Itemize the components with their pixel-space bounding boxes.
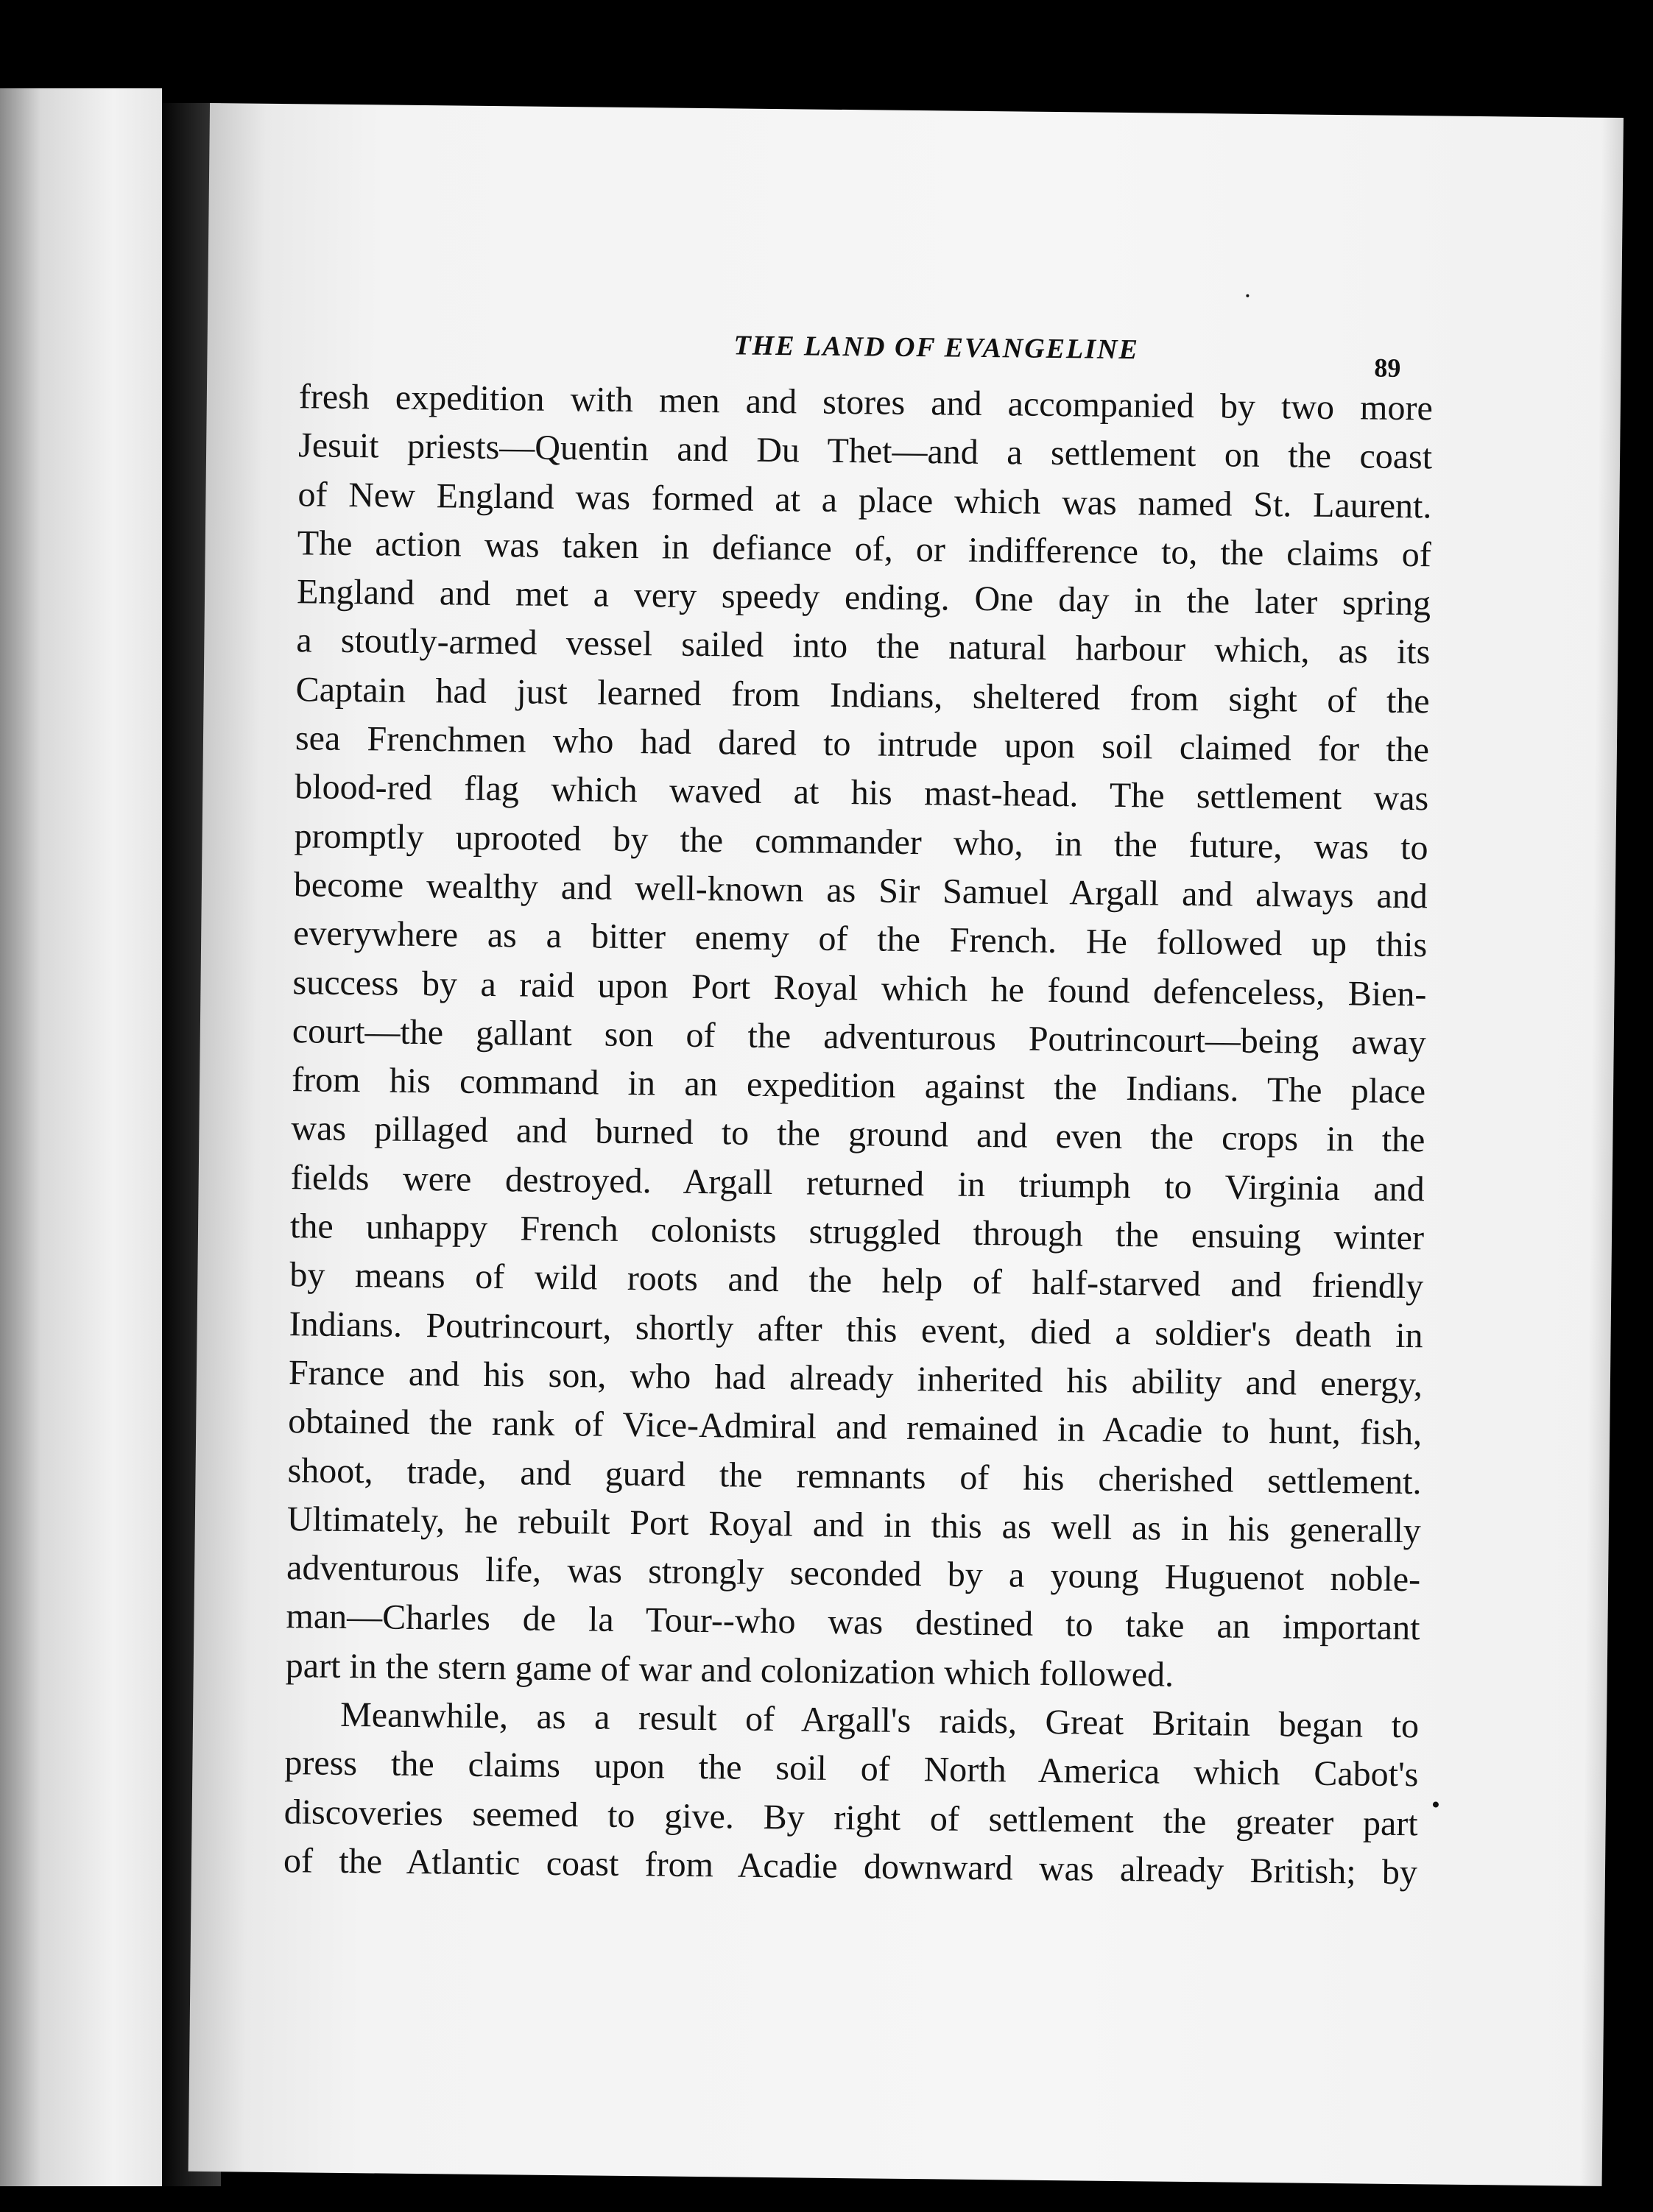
text-line: success by a raid upon Port Royal which he found defenceless, Bien-	[292, 962, 1427, 1014]
text-line: press the claims upon the soil of North America which Cabot's	[284, 1743, 1419, 1795]
text-line: France and his son, who had already inherited his ability and energy,	[288, 1353, 1423, 1404]
text-line: discoveries seemed to give. By right of settlement the greater part	[283, 1792, 1418, 1843]
text-line: become wealthy and well-known as Sir Samuel Argall and always and	[293, 865, 1428, 916]
text-line: of New England was formed at a place which was named St. Laurent.	[297, 474, 1432, 526]
text-line: blood-red flag which waved at his mast-head. The settlement was	[295, 767, 1429, 819]
text-line: was pillaged and burned to the ground and even the crops in the	[291, 1109, 1425, 1160]
text-line: sea Frenchmen who had dared to intrude upon soil claimed for the	[295, 718, 1430, 770]
text-line: fields were destroyed. Argall returned in triumph to Virginia and	[290, 1157, 1425, 1209]
text-line: the unhappy French colonists struggled through the ensuing winter	[289, 1206, 1425, 1258]
text-line: Indians. Poutrincourt, shortly after this event, died a soldier's death in	[289, 1304, 1423, 1355]
page-number: 89	[1374, 353, 1401, 383]
text-line: part in the stern game of war and colonization which followed.	[285, 1645, 1174, 1695]
text-line: from his command in an expedition against the Indians. The place	[291, 1060, 1426, 1112]
text-line: by means of wild roots and the help of half-starved and friendly	[289, 1255, 1424, 1307]
text-line: Meanwhile, as a result of Argall's raids, Great Britain began to	[339, 1695, 1420, 1746]
text-line: court—the gallant son of the adventurous Poutrincourt—being away	[292, 1011, 1427, 1063]
text-line: adventurous life, was strongly seconded by a young Huguenot noble-	[286, 1548, 1421, 1600]
text-line: Captain had just learned from Indians, sheltered from sight of the	[295, 669, 1430, 721]
facing-page-edge	[0, 88, 162, 2186]
running-head: THE LAND OF EVANGELINE	[733, 330, 1140, 366]
text-line: of the Atlantic coast from Acadie downward was already British; by	[283, 1841, 1418, 1893]
book-page	[188, 103, 1624, 2186]
text-line: shoot, trade, and guard the remnants of his cherished settlement.	[287, 1450, 1422, 1502]
text-line: Jesuit priests—Quentin and Du Thet—and a settlement on the coast	[297, 425, 1433, 477]
text-line: England and met a very speedy ending. One day in the later spring	[296, 572, 1431, 623]
text-line: Ultimately, he rebuilt Port Royal and in this as well as in his generally	[286, 1499, 1422, 1551]
scan-speck	[1433, 1801, 1439, 1807]
text-line: promptly uprooted by the commander who, in the future, was to	[294, 816, 1428, 867]
body-text	[283, 372, 1433, 1897]
page-edge-shadow	[1580, 118, 1624, 2186]
text-line: a stoutly-armed vessel sailed into the natural harbour which, as its	[296, 621, 1431, 672]
text-line: obtained the rank of Vice-Admiral and remained in Acadie to hunt, fish,	[288, 1402, 1423, 1453]
scan-speck	[1246, 294, 1249, 297]
text-line: man—Charles de la Tour--who was destined to take an important	[286, 1597, 1420, 1648]
text-line: The action was taken in defiance of, or indifference to, the claims of	[297, 523, 1431, 575]
text-line: fresh expedition with men and stores and accompanied by two more	[298, 377, 1434, 428]
text-line: everywhere as a bitter enemy of the French. He followed up this	[292, 914, 1428, 965]
